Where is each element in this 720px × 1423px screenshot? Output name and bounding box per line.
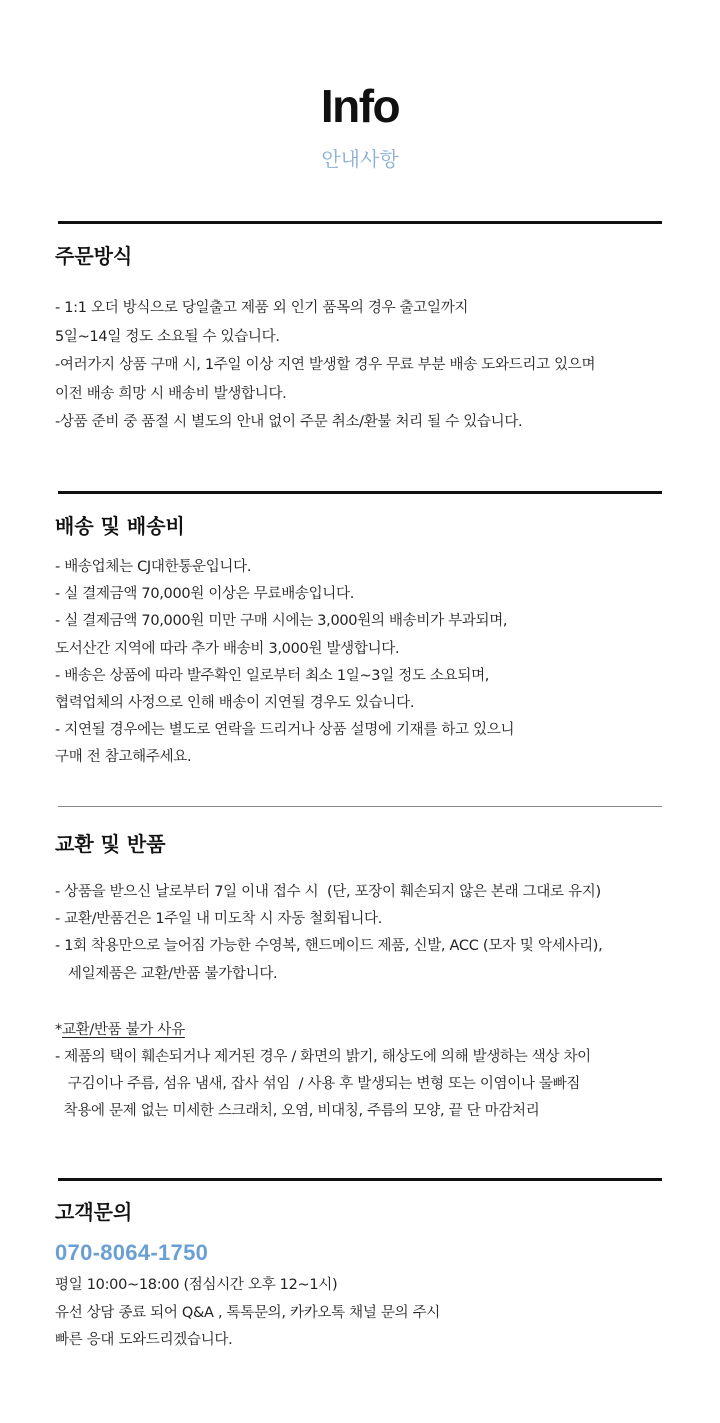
page-subtitle: 안내사항: [321, 147, 399, 171]
section-divider-order: [58, 221, 662, 224]
section-divider-returns: [58, 806, 662, 807]
shipping-section-body: [55, 554, 675, 772]
order-line: - 1:1 오더 방식으로 당일출고 제품 외 인기 품목의 경우 출고일까지: [55, 300, 469, 316]
contact-section-body: [55, 1272, 675, 1355]
shipping-line: - 배송은 상품에 따라 발주확인 일로부터 최소 1일~3일 정도 소요되며,: [55, 667, 490, 684]
section-divider-contact: [58, 1178, 662, 1181]
shipping-line: 도서산간 지역에 따라 추가 배송비 3,000원 발생합니다.: [55, 640, 400, 657]
order-section-title: 주문방식: [55, 244, 133, 268]
contact-phone-number[interactable]: 070-8064-1750: [55, 1240, 209, 1265]
page-header: [0, 78, 720, 172]
shipping-line: 구매 전 참고해주세요.: [55, 749, 192, 766]
contact-line: 유선 상담 종료 되어 Q&A , 톡톡문의, 카카오톡 채널 문의 주시: [55, 1304, 441, 1321]
contact-section-title: 고객문의: [55, 1200, 133, 1224]
returns-note-line: 착용에 문제 없는 미세한 스크래치, 오염, 비대칭, 주름의 모양, 끝 단 마감처리: [55, 1103, 540, 1120]
shipping-line: - 지연될 경우에는 별도로 연락을 드리거나 상품 설명에 기재를 하고 있으니: [55, 722, 515, 739]
order-line: 이전 배송 희망 시 배송비 발생합니다.: [55, 385, 287, 402]
shipping-line: - 실 결제금액 70,000원 이상은 무료배송입니다.: [55, 586, 355, 603]
returns-section-title: 교환 및 반품: [55, 832, 166, 856]
returns-note-title: 교환/반품 불가 사유: [61, 1022, 185, 1038]
shipping-line: - 배송업체는 CJ대한통운입니다.: [55, 559, 252, 575]
page-title: Info: [320, 80, 400, 132]
shipping-section-title: 배송 및 배송비: [55, 514, 185, 538]
returns-line: - 상품을 받으신 날로부터 7일 이내 접수 시 (단, 포장이 훼손되지 않은 본래 그대로 유지): [55, 884, 601, 900]
returns-note-body: [55, 1044, 675, 1126]
returns-line: 세일제품은 교환/반품 불가합니다.: [55, 965, 278, 982]
returns-line: - 1회 착용만으로 늘어짐 가능한 수영복, 핸드메이드 제품, 신발, ACC (모자 및 악세사리),: [55, 938, 603, 955]
order-section-body: [55, 294, 675, 437]
returns-section-body: [55, 879, 675, 988]
shipping-line: 협력업체의 사정으로 인해 배송이 지연될 경우도 있습니다.: [55, 695, 415, 712]
section-divider-shipping: [58, 491, 662, 494]
contact-line: 평일 10:00~18:00 (점심시간 오후 12~1시): [55, 1277, 338, 1293]
order-line: -상품 준비 중 품절 시 별도의 안내 없이 주문 취소/환불 처리 될 수 있습니다.: [55, 414, 523, 430]
returns-note-line: 구김이나 주름, 섬유 냄새, 잡사 섞임 / 사용 후 발생되는 변형 또는 이염이나 물빠짐: [55, 1076, 581, 1093]
returns-note-prefix: *: [55, 1022, 62, 1038]
order-line: 5일~14일 정도 소요될 수 있습니다.: [55, 328, 280, 345]
returns-note-line: - 제품의 택이 훼손되거나 제거된 경우 / 화면의 밝기, 해상도에 의해 발생하는 색상 차이: [55, 1049, 591, 1065]
returns-note-heading: [55, 1018, 185, 1042]
contact-line: 빠른 응대 도와드리겠습니다.: [55, 1332, 233, 1348]
order-line: -여러가지 상품 구매 시, 1주일 이상 지연 발생할 경우 무료 부분 배송 도와드리고 있으며: [55, 357, 596, 373]
shipping-line: - 실 결제금액 70,000원 미만 구매 시에는 3,000원의 배송비가 부과되며,: [55, 613, 508, 630]
returns-line: - 교환/반품건은 1주일 내 미도착 시 자동 철회됩니다.: [55, 911, 383, 928]
